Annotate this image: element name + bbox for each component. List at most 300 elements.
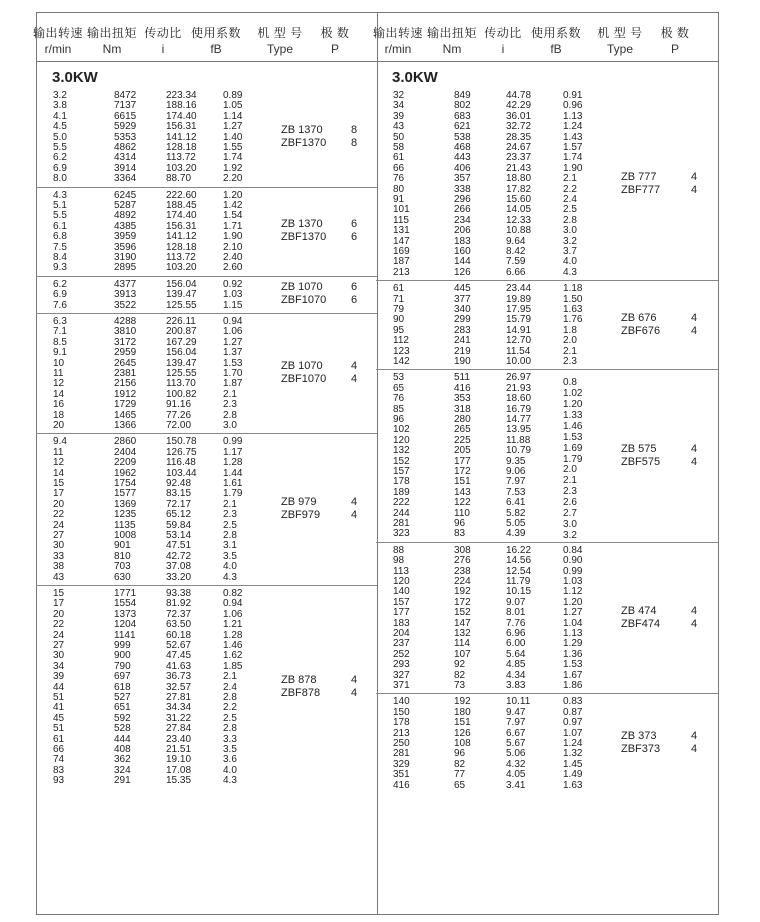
cell-speed: 61: [393, 152, 405, 164]
cell-speed: 50: [393, 131, 405, 143]
cell-torque: 152: [454, 607, 471, 619]
cell-speed: 6.9: [53, 289, 67, 301]
cell-ratio: 7.97: [506, 717, 526, 729]
cell-fb: 2.8: [223, 409, 237, 421]
cell-torque: 83: [454, 528, 466, 540]
cell-ratio: 47.51: [166, 540, 192, 552]
cell-torque: 377: [454, 293, 471, 305]
pole-count: 4: [691, 324, 698, 337]
cell-fb: 1.71: [223, 220, 243, 232]
cell-speed: 58: [393, 142, 405, 153]
cell-speed: 18: [53, 409, 65, 421]
cell-torque: 1554: [114, 598, 137, 610]
model-type: ZB 1070: [281, 360, 323, 373]
right-header-speed-cn: 输出转速: [372, 26, 423, 40]
cell-fb: 3.3: [223, 733, 237, 745]
cell-torque: 1962: [114, 467, 137, 479]
right-header-pole-unit: P: [670, 42, 679, 56]
cell-fb: 1.54: [223, 210, 243, 222]
cell-speed: 9.1: [53, 347, 67, 359]
pole-count: 4: [691, 730, 698, 743]
cell-speed: 4.1: [53, 110, 67, 122]
left-section-title: 3.0KW: [52, 69, 98, 86]
left-header-type-unit: Type: [266, 42, 293, 56]
cell-ratio: 113.70: [166, 378, 196, 390]
cell-torque: 468: [454, 142, 471, 153]
cell-torque: 107: [454, 648, 471, 660]
cell-torque: 1465: [114, 409, 137, 421]
cell-speed: 5.5: [53, 210, 67, 222]
cell-torque: 96: [454, 518, 466, 529]
cell-fb: 2.8: [223, 692, 237, 703]
cell-ratio: 6.00: [506, 638, 526, 650]
cell-fb: 1.8: [563, 324, 577, 336]
right-header-fb-unit: fB: [550, 42, 562, 56]
cell-speed: 15: [53, 478, 65, 489]
cell-torque: 1754: [114, 478, 137, 489]
cell-ratio: 6.66: [506, 266, 526, 278]
cell-fb: 1.63: [563, 304, 583, 315]
cell-torque: 1008: [114, 530, 137, 541]
cell-torque: 1204: [114, 619, 137, 631]
cell-torque: 190: [454, 356, 471, 367]
model-type: ZB 777: [621, 170, 657, 183]
cell-torque: 2860: [114, 436, 137, 448]
cell-ratio: 17.95: [506, 304, 532, 315]
model-type: ZB 1370: [281, 218, 323, 231]
left-header-type-cn: 机 型 号: [257, 26, 303, 40]
cell-speed: 14: [53, 467, 65, 479]
cell-torque: 630: [114, 571, 131, 583]
cell-ratio: 4.32: [506, 758, 526, 770]
cell-fb: 2.8: [223, 530, 237, 541]
cell-torque: 8472: [114, 90, 137, 101]
cell-torque: 1373: [114, 608, 137, 620]
model-type: ZBF777: [621, 183, 661, 196]
cell-torque: 114: [454, 638, 470, 650]
cell-ratio: 7.97: [506, 476, 526, 488]
cell-fb: 1.90: [223, 231, 243, 243]
cell-speed: 22: [53, 619, 65, 631]
left-header-ratio-cn: 传动比: [144, 26, 182, 40]
cell-ratio: 11.54: [506, 345, 531, 357]
cell-fb: 1.85: [223, 660, 243, 672]
pole-count: 8: [351, 123, 358, 136]
cell-torque: 849: [454, 90, 471, 101]
cell-speed: 6.9: [53, 162, 67, 174]
cell-speed: 98: [393, 555, 405, 567]
cell-torque: 416: [454, 382, 471, 394]
cell-speed: 17: [53, 598, 65, 610]
cell-fb: 2.0: [563, 464, 577, 476]
cell-torque: 592: [114, 712, 131, 724]
cell-ratio: 28.35: [506, 131, 532, 143]
cell-ratio: 7.76: [506, 617, 526, 629]
cell-fb: 1.28: [223, 629, 243, 641]
header-divider: [36, 61, 719, 62]
cell-torque: 318: [454, 403, 471, 415]
cell-ratio: 103.44: [166, 467, 197, 479]
cell-torque: 308: [454, 544, 471, 556]
cell-ratio: 8.01: [506, 607, 526, 619]
cell-torque: 697: [114, 671, 131, 683]
cell-torque: 151: [454, 476, 471, 488]
column-divider: [377, 12, 378, 915]
cell-torque: 3914: [114, 162, 137, 174]
cell-torque: 77: [454, 769, 466, 781]
right-section-title: 3.0KW: [392, 69, 438, 86]
cell-torque: 802: [454, 100, 471, 112]
cell-ratio: 19.10: [166, 754, 192, 766]
cell-fb: 1.21: [223, 619, 243, 631]
cell-torque: 266: [454, 204, 471, 216]
cell-ratio: 103.20: [166, 162, 197, 174]
cell-speed: 30: [53, 540, 65, 552]
cell-fb: 1.50: [563, 293, 583, 305]
left-header-pole-unit: P: [330, 42, 339, 56]
cell-torque: 183: [454, 235, 471, 247]
cell-ratio: 150.78: [166, 436, 197, 448]
cell-ratio: 116.48: [166, 457, 196, 469]
left-header-ratio-unit: i: [161, 42, 165, 56]
cell-torque: 340: [454, 304, 471, 315]
cell-fb: 1.44: [223, 467, 243, 479]
cell-speed: 9.3: [53, 262, 67, 274]
cell-fb: 1.24: [563, 738, 583, 749]
cell-fb: 3.6: [223, 754, 237, 766]
cell-fb: 1.61: [223, 478, 243, 489]
cell-torque: 538: [454, 131, 471, 143]
cell-torque: 172: [454, 596, 471, 608]
cell-torque: 172: [454, 466, 471, 477]
cell-fb: 2.10: [223, 241, 243, 253]
cell-speed: 79: [393, 304, 405, 315]
cell-torque: 238: [454, 565, 471, 577]
cell-ratio: 9.07: [506, 596, 526, 608]
cell-speed: 32: [393, 90, 405, 101]
cell-fb: 0.82: [223, 588, 243, 599]
cell-speed: 4.5: [53, 121, 67, 133]
model-type: ZB 1070: [281, 281, 323, 294]
cell-torque: 92: [454, 659, 466, 671]
cell-ratio: 32.57: [166, 681, 192, 693]
cell-ratio: 141.12: [166, 131, 197, 143]
cell-speed: 8.4: [53, 252, 67, 263]
cell-fb: 4.0: [223, 764, 237, 776]
cell-fb: 4.0: [563, 256, 577, 268]
cell-fb: 1.63: [563, 779, 583, 791]
cell-ratio: 200.87: [166, 326, 197, 338]
cell-fb: 0.87: [563, 706, 583, 718]
cell-ratio: 18.80: [506, 173, 532, 185]
pole-count: 6: [351, 281, 358, 294]
cell-ratio: 7.59: [506, 256, 526, 268]
cell-torque: 291: [114, 775, 131, 787]
cell-ratio: 156.04: [166, 278, 197, 290]
cell-ratio: 4.34: [506, 669, 526, 681]
cell-fb: 0.96: [563, 100, 583, 112]
cell-speed: 183: [393, 617, 410, 629]
cell-speed: 178: [393, 476, 410, 488]
left-header-torque-cn: 输出扭矩: [86, 26, 137, 40]
cell-speed: 6.1: [53, 220, 67, 232]
cell-speed: 14: [53, 388, 65, 400]
cell-fb: 1.46: [563, 420, 583, 432]
cell-ratio: 139.47: [166, 289, 197, 301]
cell-fb: 2.0: [563, 335, 577, 347]
cell-torque: 206: [454, 225, 471, 237]
pole-count: 4: [351, 496, 358, 509]
cell-ratio: 88.70: [166, 173, 192, 185]
cell-fb: 1.92: [223, 162, 243, 174]
cell-torque: 3959: [114, 231, 137, 243]
cell-ratio: 174.40: [166, 210, 197, 222]
cell-torque: 3364: [114, 173, 137, 185]
cell-torque: 4288: [114, 316, 137, 327]
pole-count: 4: [351, 673, 358, 686]
cell-ratio: 12.54: [506, 565, 532, 577]
cell-fb: 0.90: [563, 555, 583, 567]
cell-fb: 1.55: [223, 142, 243, 153]
cell-fb: 1.13: [563, 110, 583, 122]
cell-fb: 1.18: [563, 283, 583, 295]
cell-ratio: 6.67: [506, 727, 526, 739]
cell-fb: 1.49: [563, 769, 583, 781]
cell-fb: 1.67: [563, 669, 583, 681]
cell-speed: 293: [393, 659, 410, 671]
right-header-fb-cn: 使用系数: [530, 26, 581, 40]
cell-speed: 27: [53, 640, 65, 651]
cell-ratio: 9.47: [506, 706, 526, 718]
group-divider: [376, 542, 718, 543]
cell-speed: 6.2: [53, 278, 67, 290]
cell-ratio: 11.88: [506, 434, 531, 446]
cell-speed: 33: [53, 550, 65, 562]
cell-ratio: 13.95: [506, 424, 532, 436]
cell-torque: 180: [454, 706, 471, 718]
cell-ratio: 7.53: [506, 486, 526, 498]
pole-count: 4: [691, 604, 698, 617]
cell-torque: 205: [454, 445, 471, 457]
cell-speed: 7.6: [53, 299, 67, 311]
cell-torque: 225: [454, 434, 471, 446]
cell-speed: 16: [53, 399, 65, 411]
cell-torque: 338: [454, 183, 471, 195]
cell-fb: 0.91: [563, 90, 583, 101]
cell-ratio: 5.05: [506, 518, 526, 529]
cell-fb: 3.7: [563, 246, 577, 257]
cell-fb: 1.17: [223, 446, 243, 458]
cell-fb: 1.05: [223, 100, 243, 112]
cell-torque: 6245: [114, 189, 137, 201]
cell-ratio: 32.72: [506, 121, 532, 133]
model-type: ZBF474: [621, 617, 661, 630]
cell-fb: 1.15: [223, 299, 243, 311]
cell-fb: 0.97: [563, 717, 583, 729]
cell-speed: 187: [393, 256, 410, 268]
cell-fb: 2.5: [223, 712, 237, 724]
cell-ratio: 4.85: [506, 659, 526, 671]
cell-ratio: 15.79: [506, 314, 532, 326]
cell-ratio: 174.40: [166, 110, 197, 122]
pole-count: 4: [691, 442, 698, 455]
cell-torque: 353: [454, 393, 471, 405]
cell-torque: 444: [114, 733, 131, 745]
cell-speed: 204: [393, 628, 410, 639]
cell-ratio: 44.78: [506, 90, 532, 101]
cell-speed: 115: [393, 214, 409, 226]
cell-ratio: 33.20: [166, 571, 192, 583]
cell-speed: 93: [53, 775, 65, 787]
cell-torque: 151: [454, 717, 471, 729]
cell-ratio: 16.79: [506, 403, 532, 415]
cell-speed: 44: [53, 681, 65, 693]
group-divider: [36, 585, 377, 586]
cell-speed: 34: [53, 660, 65, 672]
cell-fb: 1.74: [223, 152, 243, 164]
cell-speed: 147: [393, 235, 410, 247]
cell-torque: 408: [114, 744, 131, 755]
cell-speed: 323: [393, 528, 410, 540]
cell-speed: 9.4: [53, 436, 67, 448]
cell-ratio: 9.35: [506, 455, 526, 467]
cell-fb: 1.27: [223, 336, 243, 348]
cell-torque: 73: [454, 680, 466, 691]
cell-fb: 2.1: [223, 671, 237, 683]
cell-torque: 999: [114, 640, 131, 651]
cell-ratio: 47.45: [166, 650, 192, 662]
cell-ratio: 23.40: [166, 733, 192, 745]
model-type: ZB 575: [621, 442, 657, 455]
cell-fb: 0.8: [563, 377, 577, 389]
cell-ratio: 17.08: [166, 764, 192, 776]
right-header-torque-cn: 输出扭矩: [426, 26, 477, 40]
cell-ratio: 41.63: [166, 660, 192, 672]
pole-count: 4: [351, 509, 358, 522]
cell-speed: 177: [393, 607, 410, 619]
cell-fb: 4.3: [223, 571, 237, 583]
cell-speed: 91: [393, 194, 405, 205]
cell-torque: 790: [114, 660, 131, 672]
cell-speed: 20: [53, 608, 65, 620]
cell-torque: 3913: [114, 289, 137, 301]
model-type: ZBF676: [621, 324, 661, 337]
cell-torque: 703: [114, 561, 131, 573]
cell-torque: 3810: [114, 326, 137, 338]
pole-count: 4: [351, 686, 358, 699]
cell-torque: 2381: [114, 368, 137, 379]
cell-torque: 4385: [114, 220, 137, 232]
left-header-fb-cn: 使用系数: [190, 26, 241, 40]
cell-ratio: 156.04: [166, 347, 197, 359]
cell-ratio: 223.34: [166, 90, 197, 101]
cell-torque: 296: [454, 194, 471, 205]
cell-fb: 1.14: [223, 110, 243, 122]
pole-count: 4: [691, 170, 698, 183]
cell-ratio: 11.79: [506, 576, 531, 587]
cell-torque: 1771: [114, 588, 137, 599]
cell-torque: 4892: [114, 210, 137, 222]
cell-torque: 2209: [114, 457, 137, 469]
cell-speed: 329: [393, 758, 410, 770]
cell-ratio: 9.06: [506, 466, 526, 477]
cell-ratio: 26.97: [506, 372, 532, 384]
cell-ratio: 12.33: [506, 214, 532, 226]
cell-torque: 683: [454, 110, 471, 122]
pole-count: 4: [691, 311, 698, 324]
cell-torque: 810: [114, 550, 131, 562]
cell-torque: 2156: [114, 378, 137, 390]
model-type: ZB 474: [621, 604, 657, 617]
cell-fb: 0.94: [223, 598, 243, 610]
cell-fb: 1.53: [223, 357, 243, 369]
cell-ratio: 9.64: [506, 235, 526, 247]
cell-torque: 621: [454, 121, 471, 133]
cell-torque: 241: [454, 335, 471, 347]
cell-torque: 219: [454, 345, 471, 357]
cell-speed: 5.5: [53, 142, 67, 153]
cell-ratio: 4.05: [506, 769, 526, 781]
cell-ratio: 10.88: [506, 225, 532, 237]
right-header-torque-unit: Nm: [442, 42, 462, 56]
cell-torque: 299: [454, 314, 471, 326]
cell-fb: 2.3: [223, 509, 237, 521]
cell-speed: 39: [393, 110, 405, 122]
cell-torque: 110: [454, 507, 470, 519]
pole-count: 6: [351, 218, 358, 231]
cell-ratio: 42.29: [506, 100, 532, 112]
cell-fb: 0.84: [563, 544, 583, 556]
cell-ratio: 15.35: [166, 775, 192, 787]
cell-ratio: 53.14: [166, 530, 192, 541]
cell-fb: 2.1: [223, 498, 237, 510]
cell-ratio: 23.37: [506, 152, 532, 164]
cell-torque: 5287: [114, 200, 137, 211]
cell-ratio: 141.12: [166, 231, 197, 243]
cell-speed: 34: [393, 100, 405, 112]
cell-torque: 132: [454, 628, 471, 639]
cell-torque: 651: [114, 702, 131, 714]
cell-fb: 4.3: [563, 266, 577, 278]
cell-ratio: 34.34: [166, 702, 192, 714]
cell-ratio: 21.93: [506, 382, 532, 394]
left-header-speed-cn: 输出转速: [32, 26, 83, 40]
model-type: ZBF1070: [281, 294, 327, 307]
right-header-type-unit: Type: [606, 42, 633, 56]
cell-torque: 3522: [114, 299, 137, 311]
cell-ratio: 113.72: [166, 152, 196, 164]
cell-speed: 237: [393, 638, 410, 650]
cell-ratio: 3.83: [506, 680, 526, 691]
cell-fb: 2.5: [223, 519, 237, 531]
left-header-speed-unit: r/min: [44, 42, 72, 56]
cell-fb: 1.27: [223, 121, 243, 133]
cell-ratio: 10.15: [506, 586, 532, 598]
pole-count: 4: [691, 617, 698, 630]
cell-speed: 131: [393, 225, 410, 237]
cell-ratio: 5.82: [506, 507, 526, 519]
cell-torque: 96: [454, 748, 466, 760]
cell-ratio: 16.22: [506, 544, 532, 556]
model-type: ZB 676: [621, 311, 657, 324]
cell-ratio: 21.43: [506, 162, 532, 174]
cell-speed: 140: [393, 696, 410, 708]
cell-fb: 1.27: [563, 607, 583, 619]
cell-fb: 1.69: [563, 442, 583, 454]
cell-ratio: 81.92: [166, 598, 192, 610]
cell-ratio: 72.17: [166, 498, 192, 510]
cell-speed: 102: [393, 424, 410, 436]
